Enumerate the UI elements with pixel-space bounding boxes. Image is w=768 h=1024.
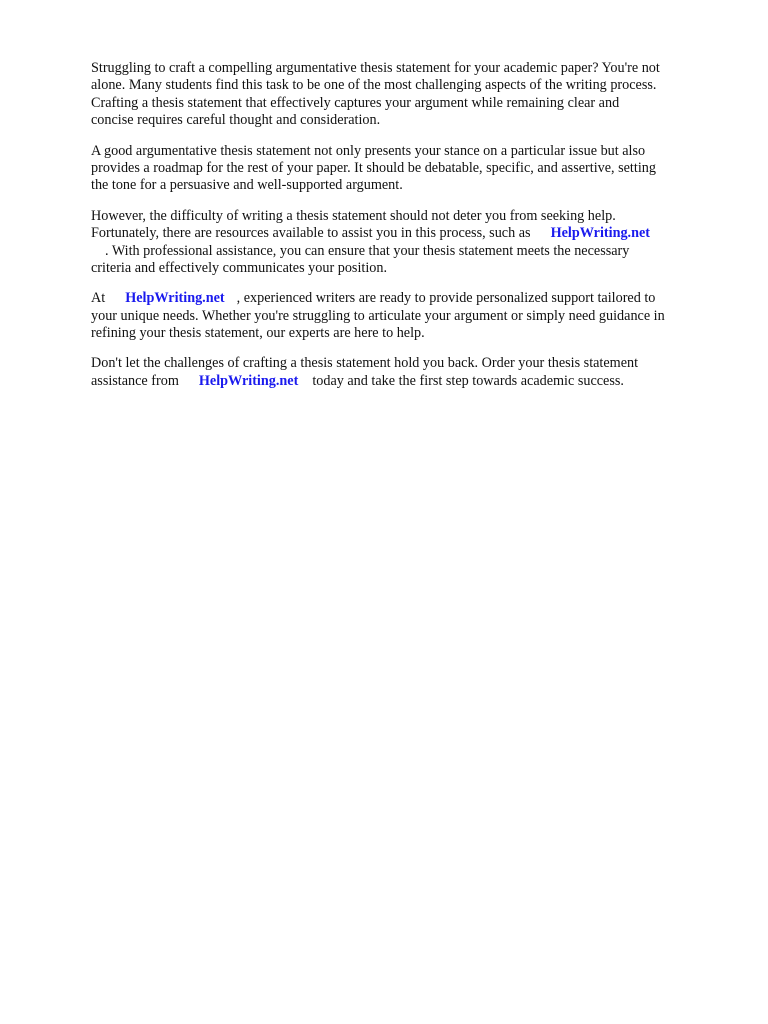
paragraph-difficulty bbox=[91, 208, 731, 278]
helpwriting-link[interactable]: HelpWriting.net bbox=[198, 372, 299, 389]
text-segment: assistance from bbox=[91, 372, 179, 389]
text-line: Struggling to craft a compelling argumentative thesis statement for your academic paper? You're not bbox=[91, 60, 660, 76]
text-line: the tone for a persuasive and well-supported argument. bbox=[91, 177, 403, 194]
document-page bbox=[91, 60, 731, 403]
paragraph-intro bbox=[91, 60, 731, 130]
text-segment: . With professional assistance, you can ensure that your thesis statement meets the necessary bbox=[105, 242, 630, 259]
text-line: Don't let the challenges of crafting a thesis statement hold you back. Order your thesis statement bbox=[91, 355, 639, 372]
text-line: alone. Many students find this task to be one of the most challenging aspects of the writing process. bbox=[91, 77, 657, 94]
text-segment: today and take the first step towards academic success. bbox=[312, 372, 624, 389]
text-segment: At bbox=[91, 290, 106, 307]
text-line: your unique needs. Whether you're struggling to articulate your argument or simply need guidance in bbox=[91, 307, 665, 324]
helpwriting-link[interactable]: HelpWriting.net bbox=[550, 225, 651, 242]
text-line bbox=[91, 373, 731, 390]
text-segment: , experienced writers are ready to provide personalized support tailored to bbox=[236, 290, 656, 307]
text-line: provides a roadmap for the rest of your paper. It should be debatable, specific, and assertive, setting bbox=[91, 159, 656, 176]
paragraph-call-to-action bbox=[91, 355, 731, 390]
paragraph-good-thesis bbox=[91, 143, 731, 195]
paragraph-experienced-writers bbox=[91, 290, 731, 342]
text-line: criteria and effectively communicates your position. bbox=[91, 259, 387, 276]
text-line: A good argumentative thesis statement not only presents your stance on a particular issue but also bbox=[91, 142, 646, 159]
text-line: However, the difficulty of writing a thesis statement should not deter you from seeking help. bbox=[91, 207, 616, 224]
text-line bbox=[91, 290, 731, 307]
text-line: concise requires careful thought and consideration. bbox=[91, 112, 381, 129]
text-segment: Fortunately, there are resources available to assist you in this process, such as bbox=[91, 225, 531, 242]
text-line bbox=[91, 225, 731, 242]
helpwriting-link[interactable]: HelpWriting.net bbox=[125, 290, 225, 307]
text-line: refining your thesis statement, our experts are here to help. bbox=[91, 325, 425, 342]
text-line bbox=[91, 243, 731, 260]
text-line: Crafting a thesis statement that effectively captures your argument while remaining clear and bbox=[91, 94, 620, 111]
